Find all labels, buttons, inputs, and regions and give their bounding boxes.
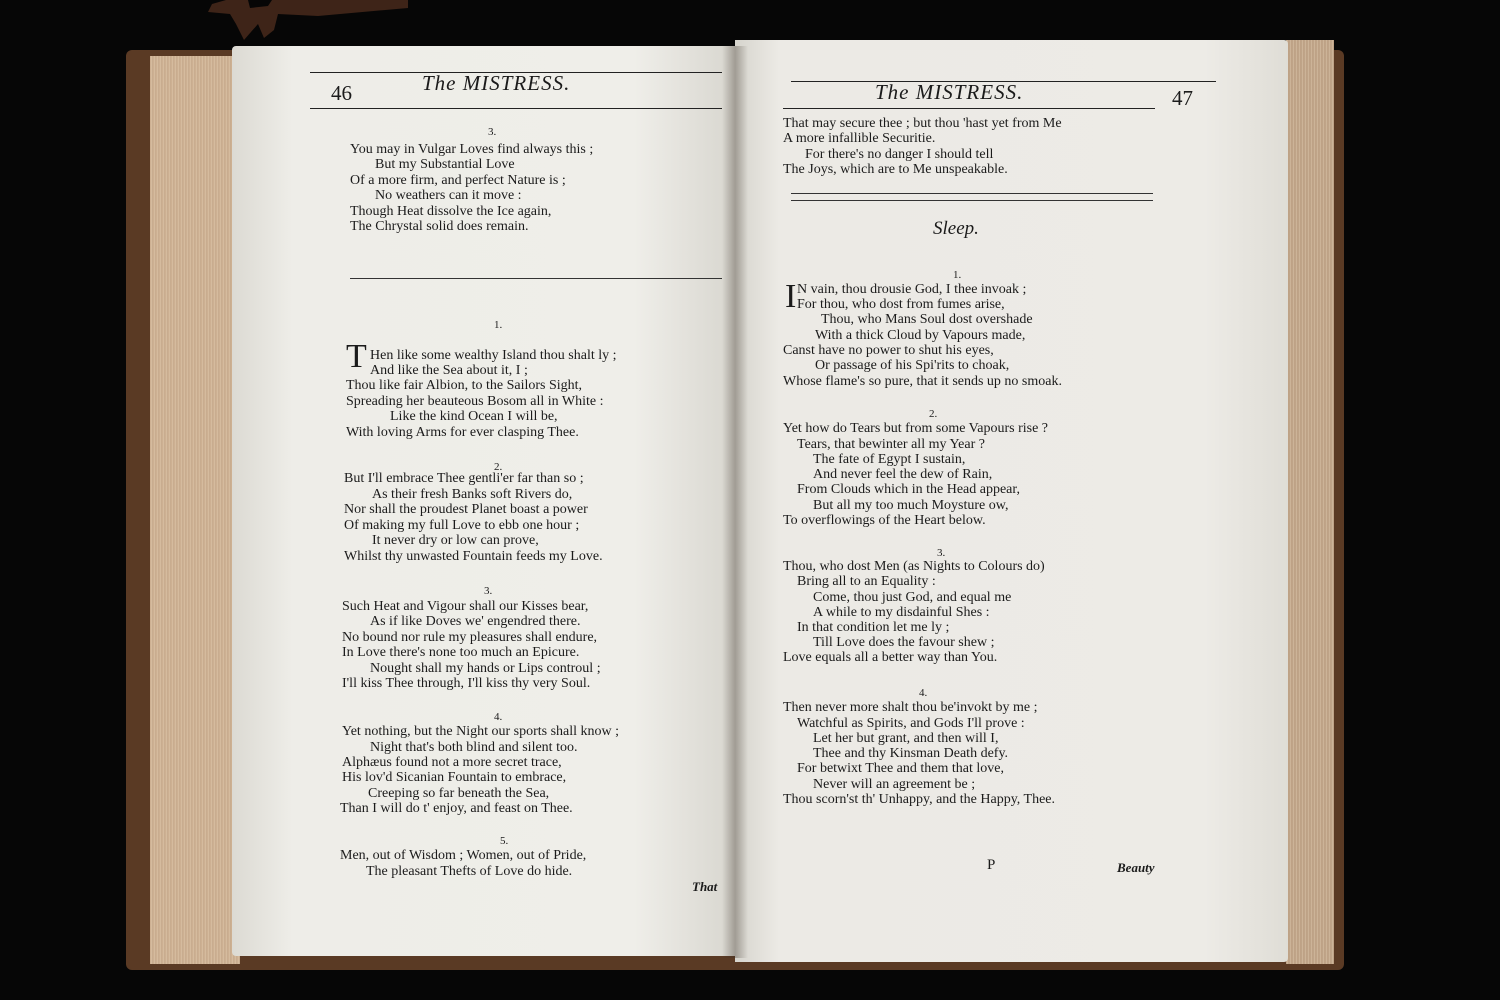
verse-line: In that condition let me ly ; [797, 620, 950, 635]
verse-line: For thou, who dost from fumes arise, [797, 297, 1005, 312]
verse-line: And never feel the dew of Rain, [813, 467, 993, 482]
verse-line: Of a more firm, and perfect Nature is ; [350, 173, 566, 188]
verse-line: Alphæus found not a more secret trace, [342, 755, 562, 770]
stanza-number: 4. [919, 687, 928, 699]
page-number-right: 47 [1172, 86, 1193, 110]
verse-line: Let her but grant, and then will I, [813, 731, 999, 746]
verse-line: The pleasant Thefts of Love do hide. [366, 864, 573, 879]
bookmark-ribbon [208, 0, 408, 42]
header-rule-bottom [783, 108, 1155, 109]
verse-line: Like the kind Ocean I will be, [390, 409, 558, 424]
stanza-number: 4. [494, 711, 503, 723]
drop-cap: I [785, 278, 797, 315]
verse-line: That may secure thee ; but thou 'hast yet from Me [783, 116, 1062, 131]
verse-line: You may in Vulgar Loves find always this ; [350, 142, 594, 157]
verse-line: Nought shall my hands or Lips controul ; [370, 661, 601, 676]
stanza-number: 3. [484, 585, 493, 597]
verse-line: I'll kiss Thee through, I'll kiss thy very Soul. [342, 676, 591, 691]
stanza-number: 1. [494, 319, 503, 331]
verse-line: And like the Sea about it, I ; [370, 363, 528, 378]
verse-line: Thou, who Mans Soul dost overshade [821, 312, 1033, 327]
verse-line: Thou like fair Albion, to the Sailors Sight, [346, 378, 583, 393]
verse-line: With a thick Cloud by Vapours made, [815, 328, 1026, 343]
left-page [232, 46, 735, 956]
running-head-left: The MISTRESS. [422, 71, 571, 95]
verse-line: But I'll embrace Thee gentli'er far than so ; [344, 471, 584, 486]
verse-line: Never will an agreement be ; [813, 777, 976, 792]
verse-line: Thou scorn'st th' Unhappy, and the Happy, Thee. [783, 792, 1056, 807]
verse-line: A while to my disdainful Shes : [813, 605, 990, 620]
verse-line: Creeping so far beneath the Sea, [368, 786, 550, 801]
verse-line: Thee and thy Kinsman Death defy. [813, 746, 1009, 761]
verse-line: Love equals all a better way than You. [783, 650, 998, 665]
verse-line: Till Love does the favour shew ; [813, 635, 995, 650]
stanza-number: 2. [494, 461, 503, 473]
verse-line: In Love there's none too much an Epicure. [342, 645, 580, 660]
section-divider [791, 193, 1153, 194]
verse-line: Bring all to an Equality : [797, 574, 936, 589]
header-rule-bottom [310, 108, 722, 109]
verse-line: No bound nor rule my pleasures shall endure, [342, 630, 598, 645]
verse-line: To overflowings of the Heart below. [783, 513, 986, 528]
verse-line: Whose flame's so pure, that it sends up no smoak. [783, 374, 1062, 389]
verse-line: Yet nothing, but the Night our sports shall know ; [342, 724, 620, 739]
verse-line: But my Substantial Love [375, 157, 515, 172]
drop-cap: T [346, 338, 367, 375]
verse-line: Of making my full Love to ebb one hour ; [344, 518, 580, 533]
verse-line: Hen like some wealthy Island thou shalt ly ; [370, 348, 617, 363]
verse-line: Tears, that bewinter all my Year ? [797, 437, 985, 452]
verse-line: Men, out of Wisdom ; Women, out of Pride, [340, 848, 587, 863]
verse-line: Spreading her beauteous Bosom all in White : [346, 394, 604, 409]
verse-line: The fate of Egypt I sustain, [813, 452, 966, 467]
running-head-right: The MISTRESS. [875, 80, 1024, 104]
verse-line: Thou, who dost Men (as Nights to Colours do) [783, 559, 1045, 574]
verse-line: The Chrystal solid does remain. [350, 219, 529, 234]
catchword-right: Beauty [1117, 860, 1155, 875]
verse-line: As their fresh Banks soft Rivers do, [372, 487, 573, 502]
stanza-number: 5. [500, 835, 509, 847]
stanza-number: 1. [953, 269, 962, 281]
verse-line: As if like Doves we' engendred there. [370, 614, 581, 629]
verse-line: For there's no danger I should tell [805, 147, 994, 162]
stanza-number: 3. [937, 547, 946, 559]
verse-line: Such Heat and Vigour shall our Kisses bear, [342, 599, 589, 614]
poem-title: Sleep. [933, 218, 979, 239]
verse-line: Canst have no power to shut his eyes, [783, 343, 994, 358]
verse-line: Than I will do t' enjoy, and feast on Thee. [340, 801, 573, 816]
verse-line: N vain, thou drousie God, I thee invoak ; [797, 282, 1027, 297]
section-divider [791, 200, 1153, 201]
page-number-left: 46 [331, 81, 352, 105]
verse-line: Night that's both blind and silent too. [370, 740, 578, 755]
verse-line: With loving Arms for ever clasping Thee. [346, 425, 579, 440]
verse-line: Come, thou just God, and equal me [813, 590, 1012, 605]
verse-line: Or passage of his Spi'rits to choak, [815, 358, 1010, 373]
verse-line: No weathers can it move : [375, 188, 522, 203]
verse-line: From Clouds which in the Head appear, [797, 482, 1021, 497]
verse-line: Then never more shalt thou be'invokt by me ; [783, 700, 1038, 715]
left-page-edges [150, 56, 240, 964]
stanza-number: 2. [929, 408, 938, 420]
catchword-left: That [692, 879, 718, 894]
verse-line: But all my too much Moysture ow, [813, 498, 1009, 513]
verse-line: Whilst thy unwasted Fountain feeds my Love. [344, 549, 603, 564]
verse-line: The Joys, which are to Me unspeakable. [783, 162, 1008, 177]
header-rule-top [310, 72, 722, 73]
verse-line: Nor shall the proudest Planet boast a power [344, 502, 588, 517]
verse-line: It never dry or low can prove, [372, 533, 539, 548]
verse-line: For betwixt Thee and them that love, [797, 761, 1004, 776]
section-divider [350, 278, 722, 279]
verse-line: Though Heat dissolve the Ice again, [350, 204, 552, 219]
verse-line: Watchful as Spirits, and Gods I'll prove : [797, 716, 1025, 731]
stanza-number: 3. [488, 126, 497, 138]
signature-mark: P [987, 857, 996, 873]
right-page-edges [1286, 40, 1334, 964]
verse-line: His lov'd Sicanian Fountain to embrace, [342, 770, 567, 785]
book-gutter [722, 46, 748, 958]
right-page [735, 40, 1288, 962]
verse-line: A more infallible Securitie. [783, 131, 936, 146]
verse-line: Yet how do Tears but from some Vapours rise ? [783, 421, 1048, 436]
